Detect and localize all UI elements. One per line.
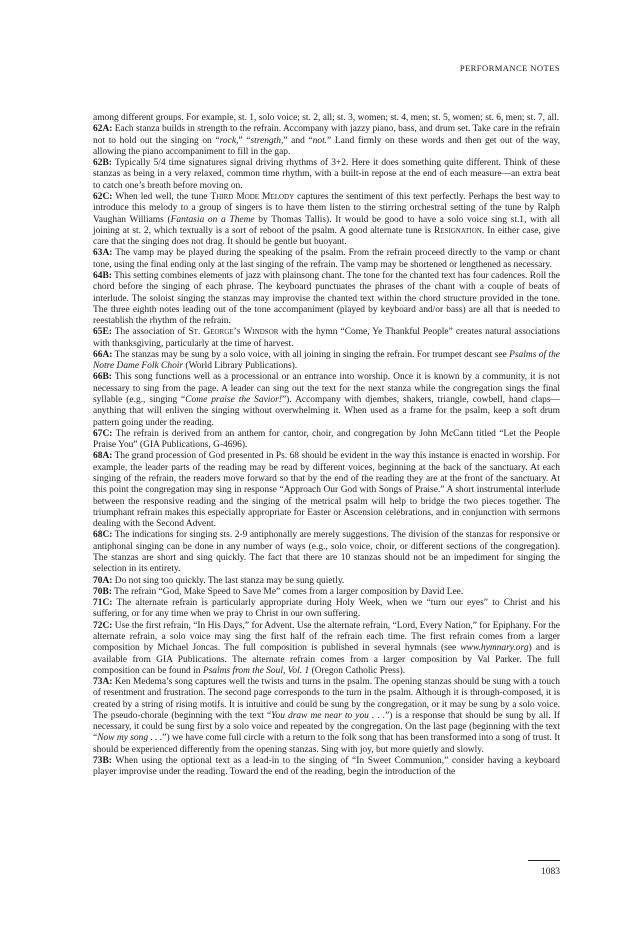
footer-rule — [528, 860, 560, 861]
note-label: 62A: — [93, 124, 113, 135]
note-64b — [93, 271, 560, 327]
emphasis: Fantasia on a Theme — [170, 214, 255, 225]
note-73a — [93, 677, 560, 756]
note-text: Use the first refrain, “In His Days,” for Advent. Use the alternate refrain, “Lord, Every Nation,” for Epiphany. For the alternate refrain, a solo voice may sing the first half of the refrain each time. The first refrain comes from a larger composition by Michael Joncas. The full composition is published in several hymnals (see — [93, 620, 560, 654]
note-text: ” and “ — [283, 135, 313, 146]
emphasis: strength, — [250, 135, 284, 146]
note-text: When using the optional text as a lead-in to the singing of “In Sweet Communion,” consider having a keyboard player improvise under the reading. Toward the end of the reading, begin the introduction of the — [93, 756, 560, 778]
note-70a — [93, 576, 560, 587]
note-68a — [93, 451, 560, 530]
emphasis: Psalms of the Notre Dame Folk Choir — [93, 349, 560, 372]
note-label: 63A: — [93, 248, 113, 259]
page-number: 1083 — [541, 867, 560, 877]
note-text: The vamp may be played during the speaking of the psalm. From the refrain proceed directly to the vamp or chant tone, using the final ending only at the last singing of the refrain. The vamp may be shortened or lengthened as necessary. — [93, 248, 560, 270]
note-text: ”) we have come full circle with a return to the folk song that has been transformed into a song of trust. It should be experienced differently from the opening stanzas. Sing with joy, but more quietly and slowly. — [93, 733, 560, 755]
note-text: (Oregon Catholic Press). — [309, 665, 406, 676]
performance-notes-body — [93, 113, 560, 779]
note-62b — [93, 158, 560, 192]
note-text: ” Land firmly on these words and then get out of the way, allowing the piano accompaniment to fill in the gap. — [93, 135, 560, 157]
note-65e — [93, 327, 560, 350]
note-text: The refrain is derived from an anthem for cantor, choir, and congregation by John McCann titled “Let the People Praise You” (GIA Publications, G-4696). — [93, 428, 560, 451]
note-label: 66B: — [93, 372, 112, 383]
note-text: ”). Accompany with djembes, shakers, triangle, cowbell, hand claps—anything that will enliven the singing without overwhelming it. When used as a frame for the psalm, keep a soft drum pattern going under the reading. — [93, 395, 560, 428]
emphasis: Come praise the Savior! — [185, 395, 282, 406]
emphasis: You draw me near to you . . . — [271, 710, 386, 721]
note-62a — [93, 124, 560, 158]
note-text: captures the sentiment of this text perfectly. Perhaps the best way to introduce this melody to a group of singers is to have them listen to the stirring orchestral setting of the tune by Ralph Vaughan Williams ( — [93, 191, 560, 225]
note-62c — [93, 192, 560, 248]
note-63a — [93, 248, 560, 271]
note-text: The grand procession of God presented in Ps. 68 should be evident in the way this instance is enacted in worship. For example, the leader parts of the reading may be read by different voices, beginning at the back of the sanctuary. At each singing of the refrain, the readers move forward so that by the end of the reading they are at the front of the sanctuary. At this point the congregation may sing in response “Approach Our God with Songs of Praise.” A short instrumental interlude between the responsive reading and the singing of the metrical psalm will help to bridge the two pieces together. The triumphant refrain makes this especially appropriate for Easter or Ascension celebrations, and in conjunction with sermons dealing with the Second Advent. — [93, 451, 560, 530]
running-head: PERFORMANCE NOTES — [459, 63, 560, 73]
tune-name: Third Mode Melody — [210, 191, 295, 202]
tune-name: Resignation — [433, 225, 482, 236]
note-text: This song functions well as a processional or an entrance into worship. Once it is known by a community, it is not necessary to sing from the page. A leader can sing out the text for the next stanza while the congregation sings the final syllable (e.g., singing “ — [93, 372, 560, 406]
emphasis: rock, — [219, 135, 239, 146]
note-68c — [93, 530, 560, 575]
note-72c — [93, 621, 560, 677]
note-label: 70B: — [93, 586, 112, 597]
note-67c — [93, 429, 560, 452]
note-text: ”) is a response that should be sung by all. If necessary, it could be sung first by a solo voice and repeated by the congregation. On the last page (beginning with the text “ — [93, 710, 560, 744]
note-text: with the hymn “Come, Ye Thankful People” creates natural associations with thanksgiving, particularly at the time of harvest. — [93, 327, 560, 349]
note-continuation: among different groups. For example, st. 1, solo voice; st. 2, all; st. 3, women; st. 4, men; st. 5, women; st. 6, men; st. 7, all. — [93, 113, 560, 123]
note-label: 62B: — [93, 158, 112, 169]
note-text: The alternate refrain is particularly appropriate during Holy Week, when we “turn our eyes” to Christ and his suffering, or for any time when we pray to Christ in our own suffering. — [93, 598, 560, 620]
tune-name: St. George’s Windsor — [188, 327, 279, 338]
note-label: 68A: — [93, 451, 113, 462]
note-text: ” “ — [238, 135, 251, 146]
note-text: Ken Medema’s song captures well the twists and turns in the psalm. The opening stanzas should be sung with a touch of resentment and frustration. The second page corresponds to the turn in the psalm. Although it is through-composed, it is created by a string of rising motifs. It is intuitive and could be sung by the congregation, or it may be sung by a solo voice. The pseudo-chorale (beginning with the text “ — [93, 677, 560, 721]
note-text: ) and is available from GIA Publications. The alternate refrain comes from a larger composition by Val Parker. The full composition can be found in — [93, 643, 560, 676]
note-text: . In either case, give care that the singing does not drag. It should be gentle but buoyant. — [93, 225, 560, 248]
note-text: When led well, the tune — [112, 191, 211, 202]
note-label: 68C: — [93, 530, 113, 541]
emphasis: Now my song . . . — [97, 733, 163, 744]
note-text: The association of — [111, 327, 189, 338]
note-label: 62C: — [93, 191, 113, 202]
note-text: Typically 5/4 time signatures signal driving rhythms of 3+2. Here it does something quite different. Think of these stanzas as being in a very relaxed, common time rhythm, with a built-in repose at the end of each measure—an extra beat to catch one’s breath before moving on. — [93, 158, 560, 191]
note-label: 71C: — [93, 598, 113, 609]
emphasis: not. — [312, 135, 328, 146]
note-label: 72C: — [93, 620, 113, 631]
note-label: 73A: — [93, 677, 113, 688]
note-text: (World Library Publications). — [183, 361, 298, 372]
note-text: The refrain “God, Make Speed to Save Me” comes from a larger composition by David Lee. — [111, 586, 464, 597]
note-66a — [93, 350, 560, 373]
emphasis: Psalms from the Soul, Vol. 1 — [202, 665, 310, 676]
emphasis: www.hymnary.org — [460, 643, 529, 654]
note-label: 73B: — [93, 756, 112, 767]
note-label: 67C: — [93, 428, 113, 439]
note-label: 64B: — [93, 270, 112, 281]
note-text: The stanzas may be sung by a solo voice, with all joining in singing the refrain. For trumpet descant see — [112, 349, 510, 360]
note-text: Each stanza builds in strength to the refrain. Accompany with jazzy piano, bass, and drum set. Take care in the refrain not to hold out the singing on “ — [93, 124, 560, 146]
note-70b — [93, 587, 560, 598]
note-label: 65E: — [93, 327, 112, 338]
note-66b — [93, 372, 560, 428]
note-label: 70A: — [93, 575, 113, 586]
note-text: Do not sing too quickly. The last stanza may be sung quietly. — [112, 575, 345, 586]
note-text: by Thomas Tallis). It would be good to have a solo voice sing st.1, with all joining at st. 2, which textually is a sort of reboot of the psalm. A good alternate tune is — [93, 214, 561, 236]
note-text: The indications for singing sts. 2-9 antiphonally are merely suggestions. The division of the stanzas for responsive or antiphonal singing can be done in any number of ways (e.g., solo voice, choir, or different sections of the congregation). The stanzas are short and sing quickly. The fact that there are 10 stanzas should not be an impediment for singing the selection in its entirety. — [93, 530, 560, 575]
note-text: This setting combines elements of jazz with plainsong chant. The tone for the chanted text has four cadences. Roll the chord before the singing of each phrase. The keyboard punctuates the phrases of the chant with a couple of beats of interlude. The soloist singing the stanzas may improvise the chanted text within the chord structure provided in the tone. The three eighth notes leading out of the tone accompaniment (played by keyboard and/or bass) are all that is needed to reestablish the rhythm of the refrain. — [93, 270, 560, 327]
note-73b — [93, 756, 560, 779]
note-71c — [93, 598, 560, 621]
note-label: 66A: — [93, 349, 113, 360]
